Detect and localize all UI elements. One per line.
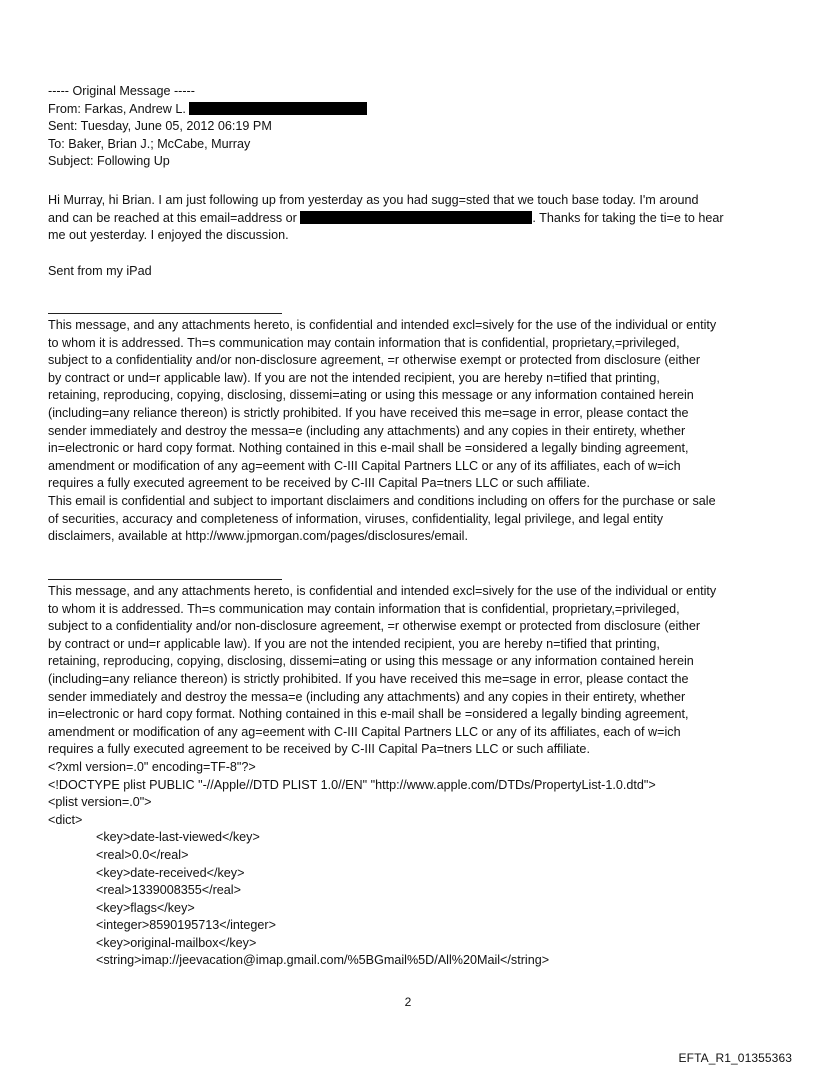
plist-entry: <real>0.0</real> bbox=[96, 847, 189, 862]
dict-open-tag: <dict> bbox=[48, 812, 83, 827]
redaction-bar bbox=[189, 102, 367, 115]
body-line: Hi Murray, hi Brian. I am just following up from yesterday as you had sugg=sted that we touch base today. I'm around bbox=[48, 193, 699, 207]
disclaimer-line: subject to a confidentiality and/or non-disclosure agreement, =r otherwise exempt or protected from disclosure (either bbox=[48, 619, 701, 634]
bates-stamp: EFTA_R1_01355363 bbox=[678, 1051, 792, 1065]
disclaimer-line: amendment or modification of any ag=eement with C-III Capital Partners LLC or any of its affiliates, each of w=ich bbox=[48, 458, 681, 473]
disclaimer-line: requires a fully executed agreement to be received by C-III Capital Pa=tners LLC or such affiliate. bbox=[48, 742, 590, 757]
separator-rule bbox=[48, 579, 282, 580]
to-line: To: Baker, Brian J.; McCabe, Murray bbox=[48, 136, 251, 151]
page-number: 2 bbox=[404, 995, 412, 1009]
disclaimer-line: to whom it is addressed. Th=s communication may contain information that is confidential, proprietary,=privileged, bbox=[48, 335, 680, 350]
disclaimer-line: by contract or und=r applicable law). If you are not the intended recipient, you are hereby n=tified that printing, bbox=[48, 636, 660, 651]
disclaimer-line: This message, and any attachments hereto, is confidential and intended excl=sively for the use of the individual or entity bbox=[48, 584, 717, 598]
email-body bbox=[48, 192, 724, 245]
email-header bbox=[48, 83, 367, 171]
disclaimer-line: (including=any reliance thereon) is strictly prohibited. If you have received this me=sage in error, please contact the bbox=[48, 671, 689, 686]
subject-line: Subject: Following Up bbox=[48, 154, 170, 169]
disclaimer-line: sender immediately and destroy the messa=e (including any attachments) and any copies in their entirety, whether bbox=[48, 423, 686, 438]
original-message-marker: ----- Original Message ----- bbox=[48, 84, 195, 98]
disclaimer-line: by contract or und=r applicable law). If you are not the intended recipient, you are hereby n=tified that printing, bbox=[48, 370, 660, 385]
plist-xml-declaration: <?xml version=.0" encoding=TF-8"?> bbox=[48, 759, 256, 774]
signature: Sent from my iPad bbox=[48, 264, 152, 278]
body-line bbox=[48, 210, 724, 228]
from-text: From: Farkas, Andrew L. bbox=[48, 101, 186, 116]
disclaimer-line: to whom it is addressed. Th=s communication may contain information that is confidential, proprietary,=privileged, bbox=[48, 601, 680, 616]
disclaimer-line: in=electronic or hard copy format. Nothing contained in this e-mail shall be =onsidered a legally binding agreement, bbox=[48, 707, 689, 722]
plist-entry: <key>original-mailbox</key> bbox=[96, 935, 257, 950]
plist-open-tag: <plist version=.0"> bbox=[48, 795, 152, 810]
disclaimer-block bbox=[48, 583, 716, 970]
sent-line: Sent: Tuesday, June 05, 2012 06:19 PM bbox=[48, 119, 272, 134]
plist-doctype: <!DOCTYPE plist PUBLIC "-//Apple//DTD PLIST 1.0//EN" "http://www.apple.com/DTDs/PropertyList-1.0.dtd"> bbox=[48, 777, 656, 792]
disclaimer-line: in=electronic or hard copy format. Nothing contained in this e-mail shall be =onsidered a legally binding agreement, bbox=[48, 441, 689, 456]
plist-entry: <integer>8590195713</integer> bbox=[96, 918, 276, 933]
disclaimer-block bbox=[48, 317, 716, 546]
disclaimer-line: disclaimers, available at http://www.jpmorgan.com/pages/disclosures/email. bbox=[48, 529, 468, 544]
redaction-bar bbox=[300, 211, 532, 224]
separator-rule bbox=[48, 313, 282, 314]
plist-entry: <key>date-received</key> bbox=[96, 865, 245, 880]
disclaimer-line: (including=any reliance thereon) is strictly prohibited. If you have received this me=sage in error, please contact the bbox=[48, 405, 689, 420]
disclaimer-line: of securities, accuracy and completeness of information, viruses, confidentiality, legal privilege, and legal entity bbox=[48, 511, 664, 526]
body-text: . Thanks for taking the ti=e to hear bbox=[532, 210, 724, 225]
body-text: and can be reached at this email=address or bbox=[48, 210, 297, 225]
body-line: me out yesterday. I enjoyed the discussion. bbox=[48, 228, 289, 243]
plist-entry: <real>1339008355</real> bbox=[96, 883, 241, 898]
disclaimer-line: requires a fully executed agreement to be received by C-III Capital Pa=tners LLC or such affiliate. bbox=[48, 476, 590, 491]
plist-entry: <key>date-last-viewed</key> bbox=[96, 830, 260, 845]
disclaimer-line: retaining, reproducing, copying, disclosing, dissemi=ating or using this message or any information contained herein bbox=[48, 654, 694, 669]
disclaimer-line: amendment or modification of any ag=eement with C-III Capital Partners LLC or any of its affiliates, each of w=ich bbox=[48, 724, 681, 739]
plist-entry: <string>imap://jeevacation@imap.gmail.com/%5BGmail%5D/All%20Mail</string> bbox=[96, 953, 550, 968]
disclaimer-line: sender immediately and destroy the messa=e (including any attachments) and any copies in their entirety, whether bbox=[48, 689, 686, 704]
plist-entry: <key>flags</key> bbox=[96, 900, 195, 915]
from-line bbox=[48, 101, 367, 119]
disclaimer-line: subject to a confidentiality and/or non-disclosure agreement, =r otherwise exempt or protected from disclosure (either bbox=[48, 353, 701, 368]
disclaimer-line: This message, and any attachments hereto, is confidential and intended excl=sively for the use of the individual or entity bbox=[48, 318, 717, 332]
disclaimer-line: retaining, reproducing, copying, disclosing, dissemi=ating or using this message or any information contained herein bbox=[48, 388, 694, 403]
disclaimer-line: This email is confidential and subject to important disclaimers and conditions including on offers for the purchase or sale bbox=[48, 493, 716, 508]
